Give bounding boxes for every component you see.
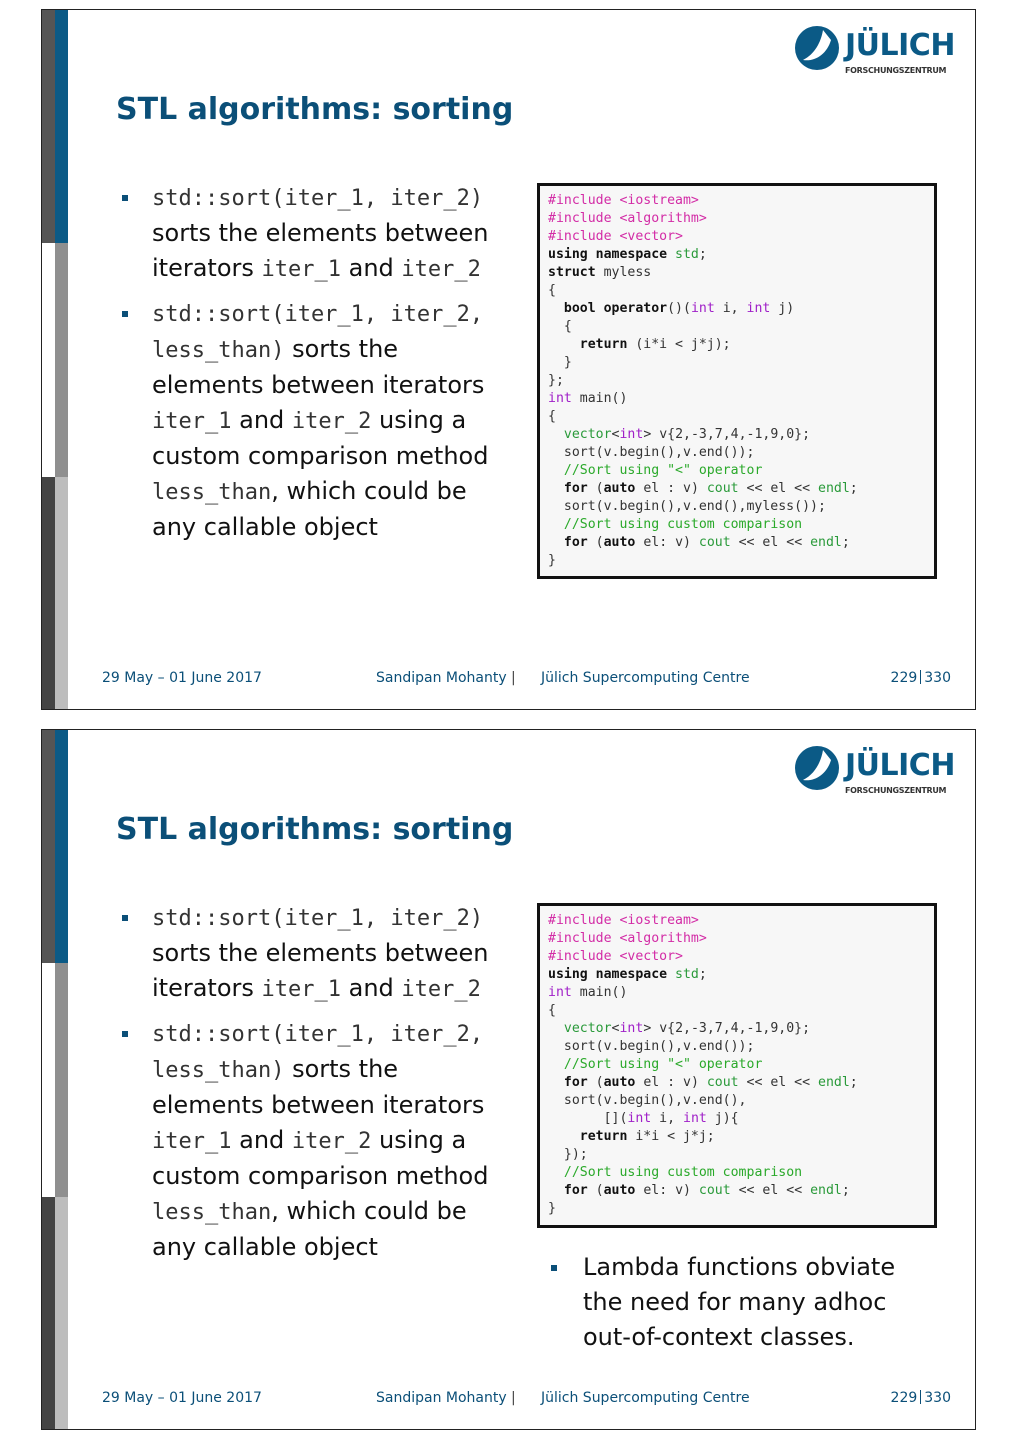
code-text: std::sort(iter_1, iter_2) [152,906,484,931]
slide-title: STL algorithms: sorting [116,812,514,847]
code-text: iter_2 [401,977,481,1002]
slide-2 [41,729,976,1430]
footer-page-number [891,670,951,686]
bullet-item [120,180,500,287]
bullet-text: sorts the elements between iterators [152,335,485,399]
code-text: less_than [152,480,272,505]
logo-subtitle: FORSCHUNGSZENTRUM [845,66,947,75]
logo-subtitle: FORSCHUNGSZENTRUM [845,786,947,795]
decor-bar [55,243,68,477]
code-text: iter_1 [152,409,232,434]
logo-wordmark: JÜLICH [845,748,955,783]
code-text: iter_1 [261,257,341,282]
decor-bar [55,963,68,1197]
footer-organization: Jülich Supercomputing Centre [541,1390,750,1406]
footer-organization: Jülich Supercomputing Centre [541,670,750,686]
page-current: 229 [890,1390,918,1406]
footer-author: Sandipan Mohanty [376,1390,507,1406]
bullet-text: and [341,974,402,1002]
bullet-text: and [231,406,292,434]
footer-separator: | [511,670,516,686]
footer-separator: | [511,1390,516,1406]
footer-page-number [891,1390,951,1406]
bullet-item: Lambda functions obviate the need for many adhoc out-of-context classes. [547,1250,927,1355]
juelich-logo-icon [793,24,841,72]
juelich-logo [793,742,953,797]
code-text: iter_2 [291,1129,372,1154]
page-total: 330 [924,1390,951,1406]
bullet-item [120,900,500,1007]
decor-bar [42,477,55,710]
bullet-text: sorts the elements between iterators [152,219,489,282]
slide-1 [41,9,976,710]
page-current: 229 [890,670,918,686]
bullet-text: sorts the elements between iterators [152,1055,485,1119]
decor-bar [42,10,55,243]
decor-bar [55,1197,68,1430]
juelich-logo [793,22,953,77]
footer-author: Sandipan Mohanty [376,670,507,686]
decor-bar [55,730,68,963]
code-text: iter_1 [261,977,341,1002]
decor-bar [42,963,55,1197]
bullet-text: and [231,1126,292,1154]
footer-date: 29 May – 01 June 2017 [102,1390,262,1406]
code-text: iter_2 [401,257,481,282]
footer-date: 29 May – 01 June 2017 [102,670,262,686]
page-total: 330 [924,670,951,686]
decor-bar [55,10,68,243]
decor-bar [42,243,55,477]
lambda-bullet-list [547,1250,927,1355]
code-listing: #include <iostream> #include <algorithm> #include <vector> using namespace std; int main() { vector<int> v{2,-3,7,4,-1,9,0}; sort(v.begin(),v.end()); //Sort using "<" operator for (auto el : v) cout << el << endl; sort(v.begin(),v.end(), [](int i, int j){ return i*i < j*j; }); //Sort using custom comparison for (auto el: v) cout << el << endl; } [537,903,937,1228]
slide-title: STL algorithms: sorting [116,92,514,127]
logo-wordmark: JÜLICH [845,28,955,63]
bullet-text: , which could be any callable object [152,1197,467,1261]
code-listing: #include <iostream> #include <algorithm> #include <vector> using namespace std; struct myless { bool operator()(int i, int j) { return (i*i < j*j); } }; int main() { vector<int> v{2,-3,7,4,-1,9,0}; sort(v.begin(),v.end()); //Sort using "<" operator for (auto el : v) cout << el << endl; sort(v.begin(),v.end(),myless()); //Sort using custom comparison for (auto el: v) cout << el << endl; } [537,183,937,579]
bullet-text: using a custom comparison method [152,1126,489,1190]
decor-bar [42,1197,55,1430]
bullet-text: and [341,254,402,282]
code-text: iter_1 [152,1129,232,1154]
bullet-list [120,900,500,1274]
code-text: std::sort(iter_1, iter_2, less_than) [152,1022,484,1083]
bullet-item [120,1016,500,1265]
decor-bar [55,477,68,710]
bullet-list [120,180,500,554]
code-text: std::sort(iter_1, iter_2, less_than) [152,302,484,363]
juelich-logo-icon [793,744,841,792]
bullet-item [120,296,500,545]
bullet-text: , which could be any callable object [152,477,467,541]
code-text: less_than [152,1200,272,1225]
code-text: std::sort(iter_1, iter_2) [152,186,484,211]
decor-bar [42,730,55,963]
code-text: iter_2 [291,409,372,434]
bullet-text: sorts the elements between iterators [152,939,489,1002]
bullet-text: using a custom comparison method [152,406,489,470]
